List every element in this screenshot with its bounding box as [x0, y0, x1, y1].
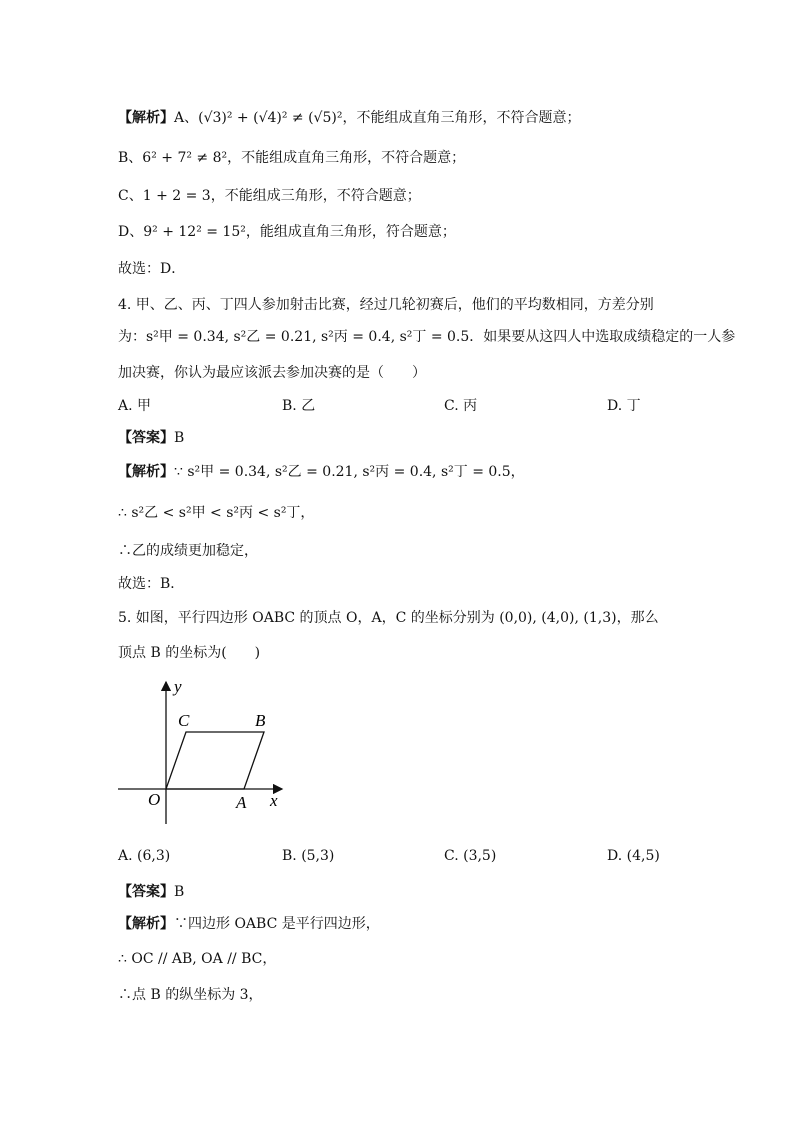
- q5-analysis-1-text: ∵四边形 OABC 是平行四边形，: [174, 916, 380, 932]
- q3-analysis-b: B、6² + 7² ≠ 8²，不能组成直角三角形，不符合题意；: [118, 150, 466, 166]
- label-c: C: [178, 711, 190, 730]
- analysis-tag: 【解析】: [118, 110, 174, 126]
- answer-tag: 【答案】: [118, 430, 174, 446]
- q4-option-c: C. 丙: [444, 398, 478, 414]
- q4-stem-3: 加决赛，你认为最应该派去参加决赛的是（ ）: [118, 365, 426, 381]
- label-a: A: [236, 793, 247, 812]
- q4-stem-2: 为：s²甲 = 0.34, s²乙 = 0.21, s²丙 = 0.4, s²丁 = 0.5．如果要从这四人中选取成绩稳定的一人参: [118, 329, 736, 345]
- q4-analysis-1: [118, 462, 525, 482]
- q4-analysis-1-text: ∵ s²甲 = 0.34, s²乙 = 0.21, s²丙 = 0.4, s²丁 = 0.5，: [174, 464, 525, 480]
- q5-analysis-1: [118, 914, 380, 934]
- q5-stem-1: 5. 如图，平行四边形 OABC 的顶点 O，A，C 的坐标分别为 (0,0), (4,0), (1,3)，那么: [118, 610, 659, 626]
- q5-analysis-2: ∴ OC // AB, OA // BC，: [118, 951, 277, 967]
- q5-analysis-3: ∴点 B 的纵坐标为 3，: [118, 987, 263, 1003]
- q5-stem-2: 顶点 B 的坐标为( ): [118, 645, 261, 661]
- q3-analysis-a: [118, 108, 580, 128]
- q5-option-a: A. (6,3): [118, 848, 171, 864]
- q3-analysis-d: D、9² + 12² = 15²，能组成直角三角形，符合题意；: [118, 224, 456, 240]
- analysis-tag: 【解析】: [118, 464, 174, 480]
- parallelogram-figure: [110, 674, 300, 834]
- q5-answer: [118, 882, 184, 902]
- label-b: B: [255, 711, 266, 730]
- q4-choose: 故选：B．: [118, 576, 185, 592]
- q4-option-b: B. 乙: [282, 398, 316, 414]
- label-o: O: [148, 790, 161, 809]
- q5-option-c: C. (3,5): [444, 848, 497, 864]
- q4-option-d: D. 丁: [607, 398, 641, 414]
- q5-option-d: D. (4,5): [607, 848, 660, 864]
- q5-answer-value: B: [174, 884, 185, 900]
- q4-option-a: A. 甲: [118, 398, 152, 414]
- q4-answer: [118, 428, 184, 448]
- q4-analysis-3: ∴乙的成绩更加稳定，: [118, 543, 258, 559]
- q5-option-b: B. (5,3): [282, 848, 335, 864]
- q4-stem-1: 4. 甲、乙、丙、丁四人参加射击比赛，经过几轮初赛后，他们的平均数相同，方差分别: [118, 297, 654, 313]
- x-axis-label: x: [270, 791, 278, 810]
- parallelogram-oabc: [166, 732, 264, 789]
- q4-analysis-2: ∴ s²乙 < s²甲 < s²丙 < s²丁，: [118, 505, 315, 521]
- analysis-tag: 【解析】: [118, 916, 174, 932]
- y-axis-label: y: [174, 677, 182, 696]
- q3-analysis-a-text: A、(√3)² + (√4)² ≠ (√5)²，不能组成直角三角形，不符合题意；: [174, 110, 581, 126]
- q4-answer-value: B: [174, 430, 185, 446]
- answer-tag: 【答案】: [118, 884, 174, 900]
- q3-choose: 故选：D．: [118, 261, 186, 277]
- q3-analysis-c: C、1 + 2 = 3，不能组成三角形，不符合题意；: [118, 188, 421, 204]
